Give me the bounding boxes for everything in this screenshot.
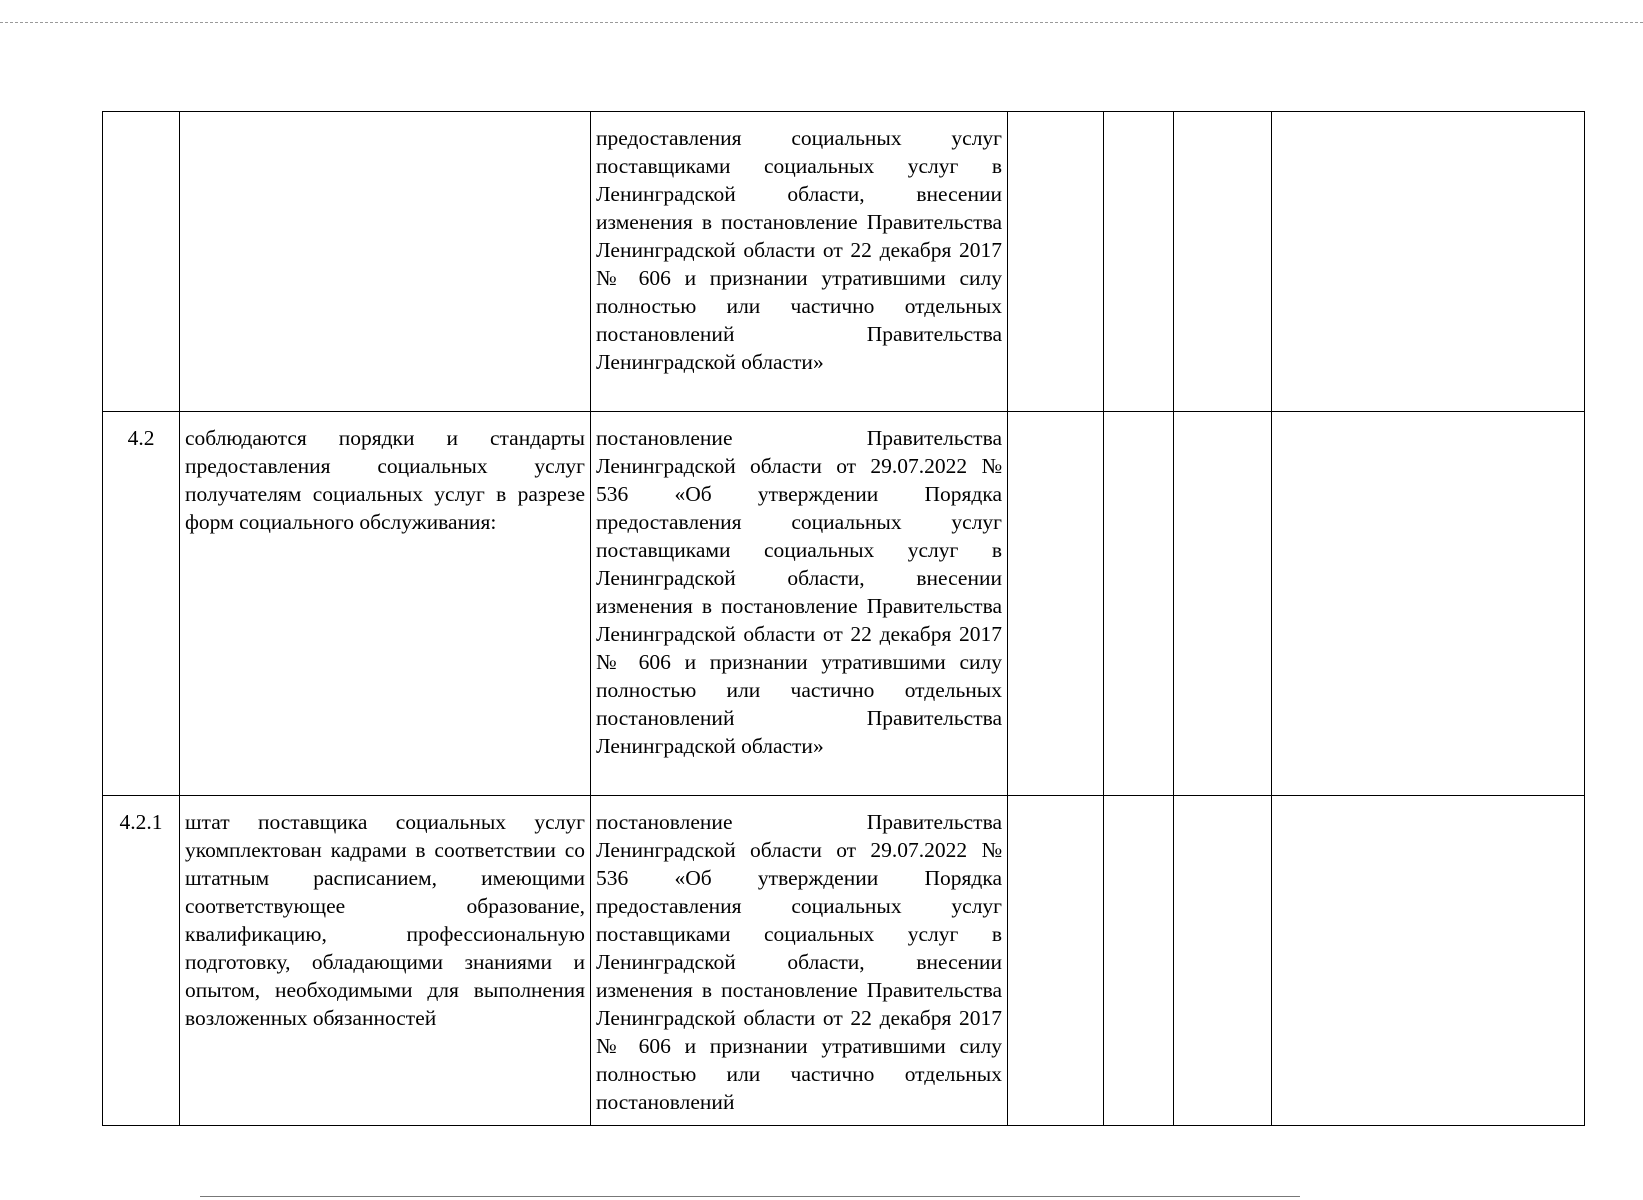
empty-cell [1174, 796, 1272, 1126]
legal-basis-text: постановление Правительства Ленинградской области от 29.07.2022 № 536 «Об утверждении Порядка предоставления социальных услуг поставщиками социальных услуг в Ленинградской области, внесении изменения в постановление Правительства Ленинградской области от 22 декабря 2017 № 606 и признании утратившими силу полностью или частично отдельных постановлений [591, 796, 1008, 1126]
row-number: 4.2 [103, 412, 180, 796]
empty-cell [1272, 412, 1585, 796]
empty-cell [1272, 796, 1585, 1126]
requirement-text [180, 112, 591, 412]
table-row [103, 112, 1585, 412]
legal-basis-text: предоставления социальных услуг поставщиками социальных услуг в Ленинградской области, внесении изменения в постановление Правительства Ленинградской области от 22 декабря 2017 № 606 и признании утратившими силу полностью или частично отдельных постановлений Правительства Ленинградской области» [591, 112, 1008, 412]
empty-cell [1272, 112, 1585, 412]
empty-cell [1008, 412, 1104, 796]
empty-cell [1104, 412, 1174, 796]
table-row [103, 412, 1585, 796]
requirement-text: штат поставщика социальных услуг укомплектован кадрами в соответствии со штатным расписанием, имеющими соответствующее образование, квалификацию, профессиональную подготовку, обладающими знаниями и опытом, необходимыми для выполнения возложенных обязанностей [180, 796, 591, 1126]
empty-cell [1008, 112, 1104, 412]
empty-cell [1008, 796, 1104, 1126]
empty-cell [1174, 112, 1272, 412]
scan-edge-top [0, 22, 1643, 23]
requirements-table [102, 111, 1585, 1126]
scan-edge-bottom [200, 1196, 1300, 1197]
empty-cell [1104, 796, 1174, 1126]
table-row [103, 796, 1585, 1126]
empty-cell [1104, 112, 1174, 412]
row-number [103, 112, 180, 412]
legal-basis-text: постановление Правительства Ленинградской области от 29.07.2022 № 536 «Об утверждении Порядка предоставления социальных услуг поставщиками социальных услуг в Ленинградской области, внесении изменения в постановление Правительства Ленинградской области от 22 декабря 2017 № 606 и признании утратившими силу полностью или частично отдельных постановлений Правительства Ленинградской области» [591, 412, 1008, 796]
row-number: 4.2.1 [103, 796, 180, 1126]
requirement-text: соблюдаются порядки и стандарты предоставления социальных услуг получателям социальных услуг в разрезе форм социального обслуживания: [180, 412, 591, 796]
empty-cell [1174, 412, 1272, 796]
